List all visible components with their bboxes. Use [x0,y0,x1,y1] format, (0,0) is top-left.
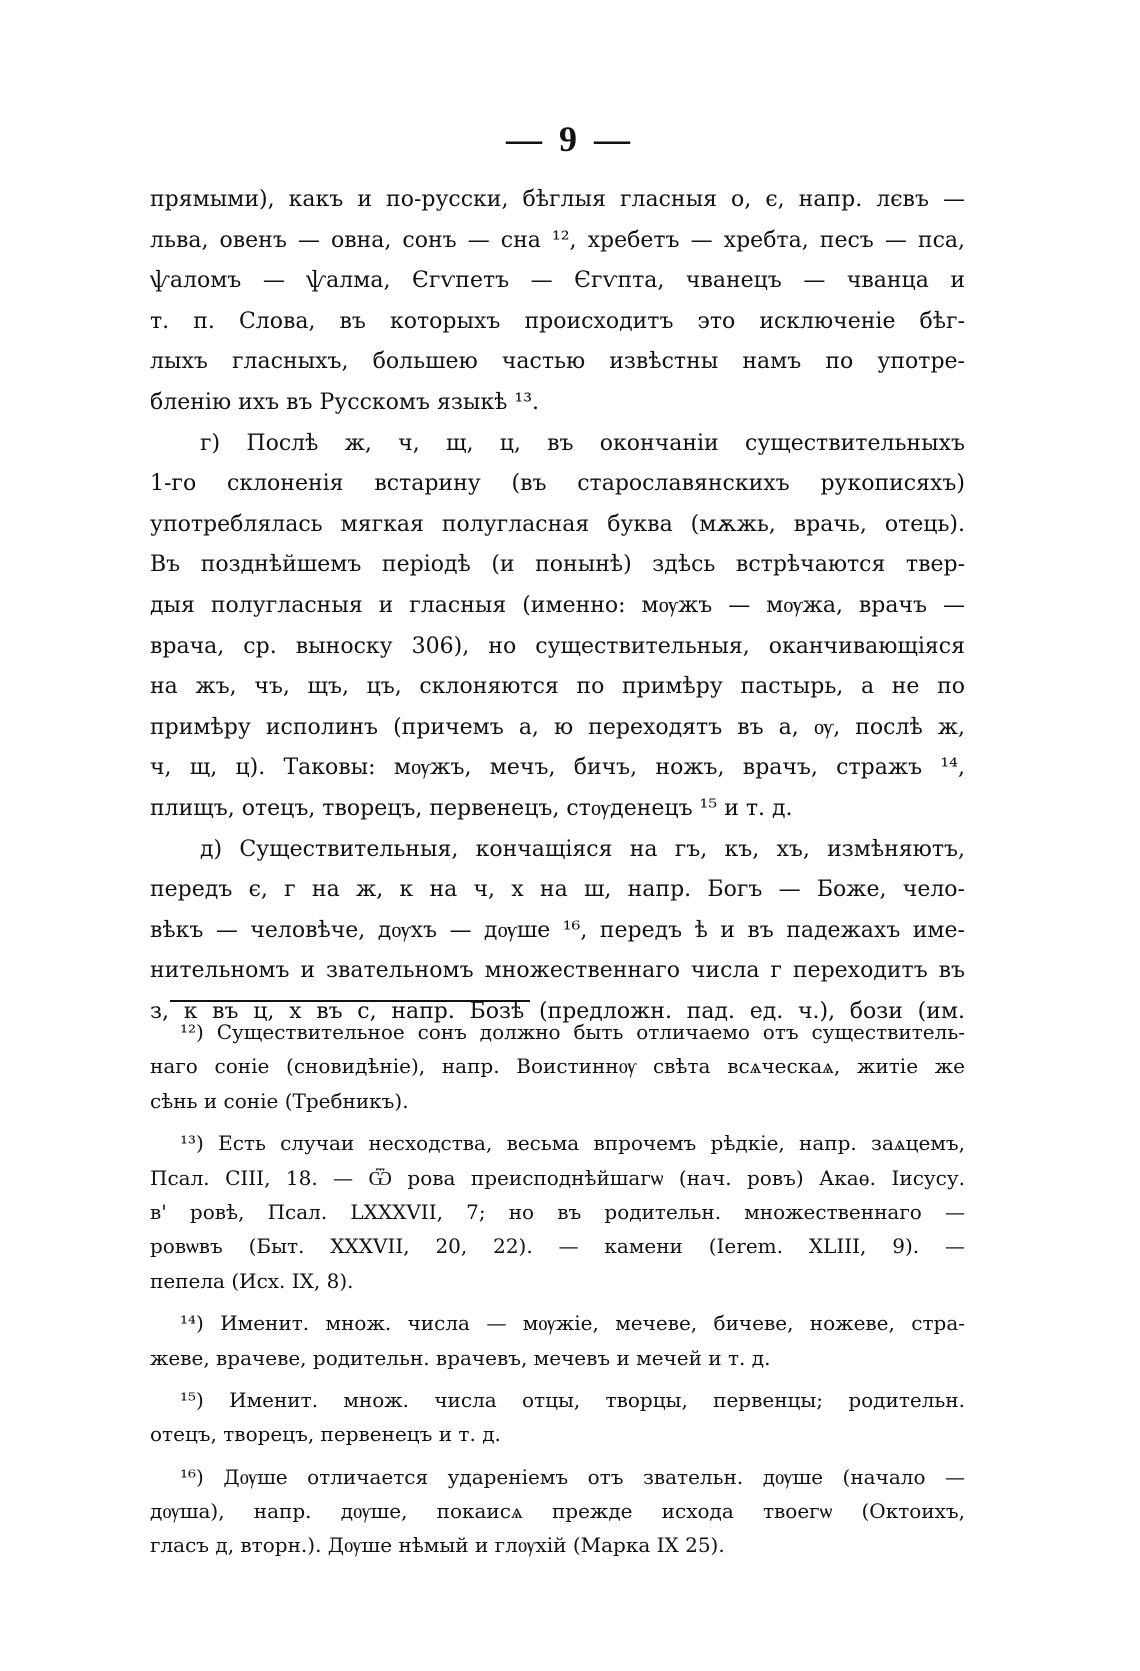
footnote-13 [150,1126,965,1298]
text-line: т. п. Слова, въ которыхъ происходитъ это исключеніе бѣг- [150,308,965,334]
text-line: примѣру исполинъ (причемъ а, ю переходятъ въ а, ѹ, послѣ ж, [150,714,965,740]
text-line: врача, ср. выноску 306), но существительныя, оканчивающіяся [150,633,965,659]
footnote-line: ¹⁵) Именит. множ. числа отцы, творцы, первенцы; родительн. [180,1387,965,1412]
footnote-line: в' ровѣ, Псал. LXXXVII, 7; но въ родительн. множественнаго — [150,1199,965,1224]
text-line: льва, овенъ — овна, сонъ — сна ¹², хребетъ — хребта, песъ — пса, [150,227,965,253]
footnote-line: Псал. CIII, 18. — Ѿ рова преисподнѣйшагѡ (нач. ровъ) Акаѳ. Іисусу. [150,1165,965,1190]
footnote-line: ¹²) Существительное сонъ должно быть отличаемо отъ существитель- [180,1020,965,1044]
footnote-line: дѹша), напр. дѹше, покаисѧ прежде исхода твоегѡ (Октоихъ, [150,1499,965,1524]
page-number: — 9 — [506,119,634,159]
footnote-line: отецъ, творецъ, первенецъ и т. д. [150,1422,501,1447]
footnote-12 [150,1015,965,1118]
text-line: употреблялась мягкая полугласная буква (мѫжь, врачь, отець). [150,511,965,537]
footnote-line: наго соніе (сновидѣніе), напр. Воистиннѹ свѣта всѧческаѧ, житіе же [150,1054,965,1079]
footnote-16 [150,1460,965,1563]
text-line: ч, щ, ц). Таковы: мѹжъ, мечъ, бичъ, ножъ, врачъ, стражъ ¹⁴, [150,755,965,781]
footnote-line: ¹⁶) Дѹше отличается удареніемъ отъ звательн. дѹше (начало — [180,1464,965,1489]
main-text [150,180,965,1032]
footnote-15 [150,1383,965,1452]
footnote-line: ¹³) Есть случаи несходства, весьма впрочемъ рѣдкіе, напр. заѧцемъ, [180,1131,965,1156]
text-line: на жъ, чъ, щъ, цъ, склоняются по примѣру пастырь, а не по [150,674,965,700]
text-line: бленію ихъ въ Русскомъ языкѣ ¹³. [150,389,540,415]
text-line: лыхъ гласныхъ, большею частью извѣстны намъ по употре- [150,349,965,375]
text-line: ѱаломъ — ѱалма, Єгѵпетъ — Єгѵпта, чванецъ — чванца и [150,268,965,294]
text-line: г) Послѣ ж, ч, щ, ц, въ окончаніи существительныхъ [200,430,965,456]
footnote-line: гласъ д, вторн.). Дѹше нѣмый и глѹхій (Марка IX 25). [150,1533,725,1558]
footnote-line: ¹⁴) Именит. множ. числа — мѹжіе, мечеве, бичеве, ножеве, стра- [180,1311,965,1336]
text-line: дыя полугласныя и гласныя (именно: мѹжъ — мѹжа, врачъ — [150,592,965,618]
footnote-14 [150,1306,965,1375]
footnotes [150,1015,965,1563]
text-line: плищъ, отецъ, творецъ, первенецъ, стѹденецъ ¹⁵ и т. д. [150,795,793,821]
text-line: з, к въ ц, х въ с, напр. Бозѣ (предложн. пад. ед. ч.), бози (им. [150,998,965,1024]
footnote-line: сѣнь и соніе (Требникъ). [150,1088,409,1113]
text-line: передъ є, г на ж, к на ч, х на ш, напр. Богъ — Боже, чело- [150,877,965,903]
text-line: прямыми), какъ и по-русски, бѣглыя гласныя о, є, напр. лєвъ — [150,187,965,212]
text-line: Въ позднѣйшемъ періодѣ (и понынѣ) здѣсь встрѣчаются твер- [150,552,965,578]
footnote-line: жеве, врачеве, родительн. врачевъ, мечевъ и мечей и т. д. [150,1345,771,1370]
text-line: 1-го склоненія встарину (въ старославянскихъ рукописяхъ) [150,471,965,497]
text-line: д) Существительныя, кончащіяся на гъ, къ, хъ, измѣняютъ, [200,836,965,862]
text-line: вѣкъ — человѣче, дѹхъ — дѹше ¹⁶, передъ ѣ и въ падежахъ име- [150,917,965,943]
text-line: нительномъ и звательномъ множественнаго числа г переходитъ въ [150,958,965,984]
footnote-line: пепела (Исх. IX, 8). [150,1268,354,1293]
footnote-divider [170,1000,530,1002]
footnote-line: ровѡвъ (Быт. XXXVII, 20, 22). — камени (Ierem. XLIII, 9). — [150,1234,965,1259]
